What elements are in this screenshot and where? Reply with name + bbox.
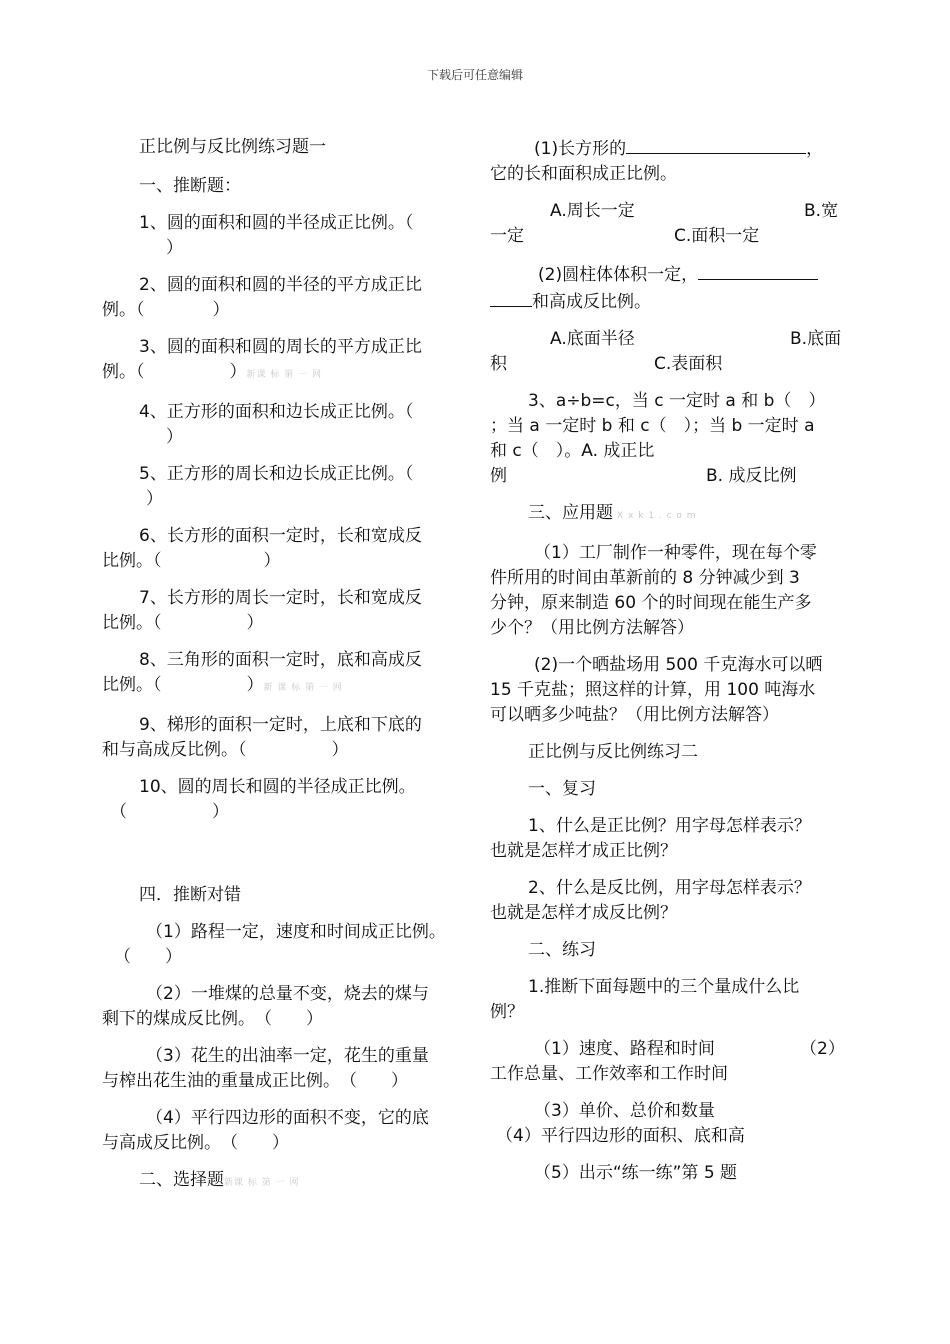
app2-line: (2)一个晒盐场用 500 千克海水可以晒 (534, 655, 823, 675)
right-column (490, 135, 852, 1198)
question-item (102, 775, 468, 825)
question-line-2 (102, 673, 468, 701)
practice-line: 1.推断下面每题中的三个量成什么比 (528, 977, 800, 997)
question-line-2: ） (166, 238, 183, 258)
option-b: B.底面 (790, 329, 842, 349)
judge-line-2: （ ） (114, 947, 182, 967)
question-answer: 例。（ ） (102, 362, 247, 382)
question-line-2: 和与高成反比例。（ ） (102, 740, 349, 760)
watermark: 新课 标 第 一 网 (224, 1178, 300, 1188)
judge-item (102, 1106, 468, 1156)
option-b: B. 成反比例 (706, 466, 797, 486)
left-column (102, 135, 468, 1208)
choice-q1-line-1 (490, 135, 852, 162)
practice-item-1-2 (490, 1037, 852, 1087)
choice-q1-comma: ， (806, 139, 824, 159)
practice-row (490, 1037, 852, 1062)
question-item (102, 211, 468, 261)
section-application-heading (490, 501, 852, 529)
spacer (102, 837, 468, 883)
question-line-2: （ ） (110, 802, 229, 822)
question-item (102, 648, 468, 701)
option-c: C.面积一定 (674, 226, 760, 246)
choice-q1-line-2: 它的长和面积成正比例。 (490, 164, 677, 184)
practice-item-2: 工作总量、工作效率和工作时间 (490, 1064, 728, 1084)
practice-item-5: （5）出示“练一练”第 5 题 (534, 1163, 738, 1183)
choice-q2-line-2 (490, 288, 852, 315)
judge-item (102, 1044, 468, 1094)
question-line-2 (102, 360, 468, 388)
choice-question-3 (490, 389, 852, 489)
app2-line: 15 千克盐；照这样的计算，用 100 吨海水 (490, 680, 816, 700)
practice-question-1 (490, 975, 852, 1025)
question-line-1: 4、正方形的面积和边长成正比例。（ (139, 402, 414, 422)
question-line-2: ） (146, 489, 163, 509)
question-line-2: ） (166, 427, 183, 447)
question-item (102, 713, 468, 763)
option-b: B.宽 (804, 201, 839, 221)
judge-line-2: 与榨出花生油的重量成正比例。 （ ） (102, 1071, 408, 1091)
question-line-2: 比例。（ ） (102, 613, 264, 633)
question-line-1: 8、三角形的面积一定时，底和高成反 (139, 650, 422, 670)
answer-blank (626, 135, 806, 154)
question-line-1: 10、圆的周长和圆的半径成正比例。 (139, 777, 416, 797)
question-item (102, 335, 468, 388)
question-line-1: 9、梯形的面积一定时，上底和下底的 (139, 715, 422, 735)
practice-item-3: （3）单价、总价和数量 (534, 1101, 715, 1121)
answer-blank (490, 288, 532, 307)
judge-line-2: 与高成反比例。 （ ） (102, 1133, 289, 1153)
application-problem-1 (490, 541, 852, 641)
question-item (102, 586, 468, 636)
section-application-label: 三、应用题 (528, 503, 613, 523)
answer-blank (698, 261, 818, 280)
review-line: 2、什么是反比例，用字母怎样表示？ (528, 878, 811, 898)
section-judgement-heading: 一、推断题： (139, 176, 241, 196)
app1-line: 分钟，原来制造 60 个的时间现在能生产多 (490, 593, 812, 613)
option-c: C.表面积 (654, 354, 723, 374)
review-line: 也就是怎样才成正比例？ (490, 841, 677, 861)
judge-line-1: （2）一堆煤的总量不变，烧去的煤与 (146, 984, 429, 1004)
review-question-1 (490, 814, 852, 864)
practice-item-4: （4）平行四边形的面积、底和高 (496, 1126, 745, 1146)
option-a: A.底面半径 (550, 329, 635, 349)
judge-line-1: （1）路程一定，速度和时间成正比例。 (146, 922, 446, 942)
judge-item (102, 920, 468, 970)
practice-item-3-4 (490, 1099, 852, 1149)
choice-q3-line-3: 和 c（ ）。A. 成正比 (490, 441, 655, 461)
choice-q3-line-1: 3、a÷b=c，当 c 一定时 a 和 b（ ） (528, 391, 826, 411)
app1-line: 件所用的时间由革新前的 8 分钟减少到 3 (490, 568, 800, 588)
application-problem-2 (490, 653, 852, 728)
options-row (490, 327, 852, 352)
choice-q3-line-2: ；当 a 一定时 b 和 c（ ）；当 b 一定时 a (490, 416, 815, 436)
question-line-1: 7、长方形的周长一定时，长和宽成反 (139, 588, 422, 608)
review-line: 1、什么是正比例？用字母怎样表示？ (528, 816, 811, 836)
question-line-2: 比例。（ ） (102, 551, 281, 571)
practice-item-1: （1）速度、路程和时间 (534, 1039, 715, 1059)
question-item (102, 273, 468, 323)
watermark: X x k 1 . c o m (617, 511, 697, 521)
choice-q2-line-1 (490, 261, 852, 288)
watermark: 新 课 标 第 一 网 (263, 683, 343, 693)
option-b-cont: 一定 (490, 226, 524, 246)
question-item (102, 462, 468, 512)
section-true-false-heading: 四．推断对错 (139, 885, 241, 905)
judge-line-1: （3）花生的出油率一定，花生的重量 (146, 1046, 429, 1066)
judge-line-2: 剩下的煤成反比例。 （ ） (102, 1009, 323, 1029)
choice-q1-text: (1)长方形的 (534, 139, 627, 159)
app2-line: 可以晒多少吨盐？（用比例方法解答） (490, 705, 779, 725)
review-line: 也就是怎样才成反比例？ (490, 903, 677, 923)
choice-q3-line-4 (490, 464, 852, 489)
practice-line: 例？ (490, 1002, 524, 1022)
question-line-1: 3、圆的面积和圆的周长的平方成正比 (139, 337, 422, 357)
section-review-heading: 一、复习 (528, 779, 596, 799)
judge-item (102, 982, 468, 1032)
options-row (490, 199, 852, 224)
options-row (490, 224, 852, 249)
worksheet-title: 正比例与反比例练习题一 (139, 137, 326, 157)
choice-question-2 (490, 261, 852, 315)
page-header: 下载后可任意编辑 (426, 68, 523, 82)
question-item (102, 524, 468, 574)
question-line-1: 1、圆的面积和圆的半径成正比例。（ (139, 213, 414, 233)
question-line-1: 5、正方形的周长和边长成正比例。（ (139, 464, 414, 484)
practice-item-2-number: （2） (800, 1039, 845, 1059)
option-a: A.周长一定 (550, 201, 635, 221)
watermark: 新课 标 第 一 网 (246, 370, 322, 380)
section-choice-label: 二、选择题 (139, 1170, 224, 1190)
choice-q1-options (490, 199, 852, 249)
question-line-2: 例。（ ） (102, 300, 230, 320)
question-item (102, 400, 468, 450)
question-line-1: 2、圆的面积和圆的半径的平方成正比 (139, 275, 422, 295)
choice-q2-options (490, 327, 852, 377)
option-b-cont: 积 (490, 354, 507, 374)
review-question-2 (490, 876, 852, 926)
choice-q2-text: (2)圆柱体体积一定， (538, 265, 699, 285)
section-practice-heading: 二、练习 (528, 940, 596, 960)
judge-line-1: （4）平行四边形的面积不变，它的底 (146, 1108, 429, 1128)
worksheet-title-2: 正比例与反比例练习二 (528, 742, 698, 762)
app1-line: （1）工厂制作一种零件，现在每个零 (534, 543, 817, 563)
question-line-1: 6、长方形的面积一定时，长和宽成反 (139, 526, 422, 546)
question-answer: 比例。（ ） (102, 675, 264, 695)
options-row (490, 352, 852, 377)
option-a-cont: 例 (490, 466, 507, 486)
app1-line: 少个？（用比例方法解答） (490, 618, 694, 638)
choice-question-1 (490, 135, 852, 187)
section-choice-heading (102, 1168, 468, 1196)
choice-q2-text-2: 和高成反比例。 (532, 292, 651, 312)
